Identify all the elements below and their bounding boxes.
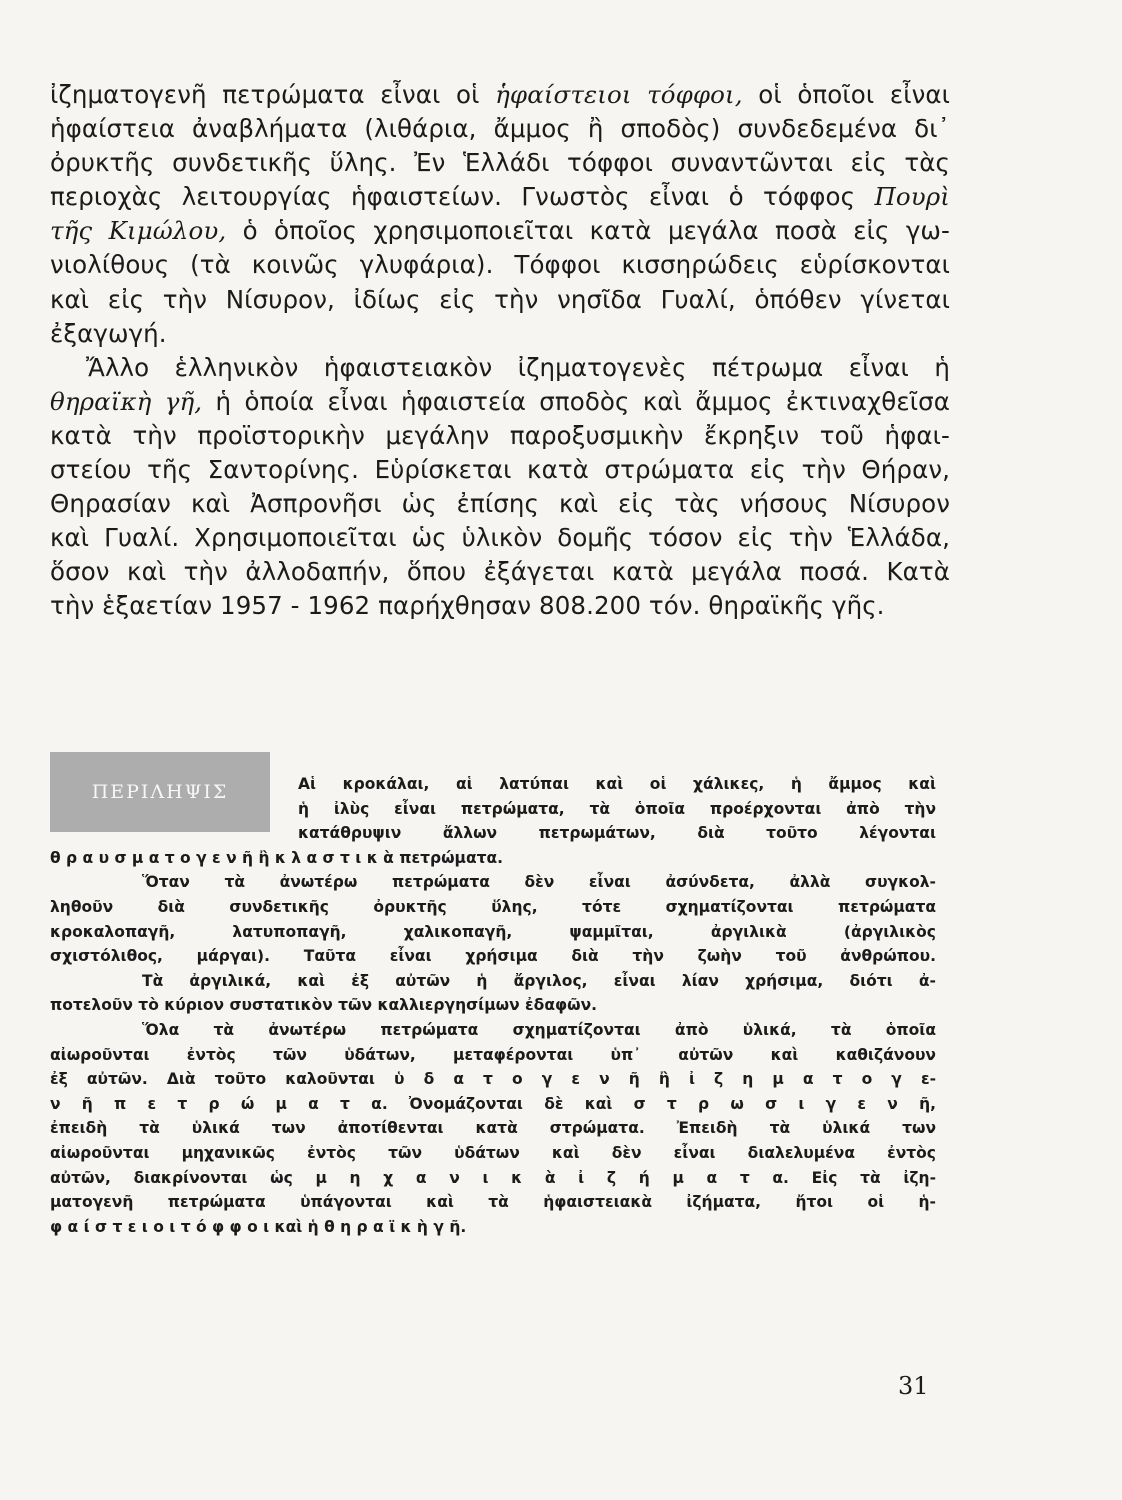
- text-line: καὶ Γυαλί. Χρησιμοποιεῖται ὡς ὑλικὸν δομῆς τόσον εἰς τὴν Ἑλλάδα,: [50, 523, 950, 553]
- summary-line: ἐξ αὐτῶν. Διὰ τοῦτο καλοῦνται ὑ δ α τ ο γ ε ν ῆ ἢ ἰ ζ η μ α τ ο γ ε-: [50, 1070, 936, 1089]
- paragraph-tuffs: [50, 78, 950, 351]
- summary-line: ἡ ἰλὺς εἶναι πετρώματα, τὰ ὁποῖα προέρχονται ἀπὸ τὴν: [298, 799, 936, 818]
- text-line: Ἄλλο ἑλληνικὸν ἡφαιστειακὸν ἰζηματογενὲς πέτρωμα εἶναι ἡ: [86, 352, 950, 382]
- text-line: τὴν ἑξαετίαν 1957 - 1962 παρήχθησαν 808.200 τόν. θηραϊκῆς γῆς.: [50, 591, 885, 621]
- summary-line: ληθοῦν διὰ συνδετικῆς ὀρυκτῆς ὕλης, τότε σχηματίζονται πετρώματα: [50, 897, 936, 916]
- text-line: ἐξαγωγή.: [50, 318, 167, 348]
- page-number: 31: [898, 1372, 929, 1400]
- text-line: περιοχὰς λειτουργίας ἡφαιστείων. Γνωστὸς εἶναι ὁ τόφφος Πουρὶ: [50, 182, 950, 212]
- summary-line: Τὰ ἀργιλικά, καὶ ἐξ αὐτῶν ἡ ἄργιλος, εἶναι λίαν χρήσιμα, διότι ἀ-: [142, 971, 936, 990]
- summary-text: [50, 772, 936, 1239]
- summary-line: ματογενῆ πετρώματα ὑπάγονται καὶ τὰ ἡφαιστειακὰ ἰζήματα, ἤτοι οἱ ἡ-: [50, 1193, 936, 1212]
- text-line: τῆς Κιμώλου, ὁ ὁποῖος χρησιμοποιεῖται κατὰ μεγάλα ποσὰ εἰς γω-: [50, 216, 950, 246]
- text-line: Θηρασίαν καὶ Ἀσπρονῆσι ὡς ἐπίσης καὶ εἰς τὰς νήσους Νίσυρον: [50, 489, 950, 519]
- summary-line: κατάθρυψιν ἄλλων πετρωμάτων, διὰ τοῦτο λέγονται: [298, 824, 936, 843]
- text-line: στείου τῆς Σαντορίνης. Εὑρίσκεται κατὰ στρώματα εἰς τὴν Θήραν,: [50, 455, 950, 485]
- text-line: ὀρυκτῆς συνδετικῆς ὕλης. Ἐν Ἑλλάδι τόφφοι συναντῶνται εἰς τὰς: [50, 148, 950, 178]
- summary-line: σχιστόλιθος, μάργαι). Ταῦτα εἶναι χρήσιμα διὰ τὴν ζωὴν τοῦ ἀνθρώπου.: [50, 947, 936, 966]
- text-line: νιολίθους (τὰ κοινῶς γλυφάρια). Τόφφοι κισσηρώδεις εὑρίσκονται: [50, 250, 950, 280]
- summary-line: ἐπειδὴ τὰ ὑλικά των ἀποτίθενται κατὰ στρώματα. Ἐπειδὴ τὰ ὑλικά των: [50, 1119, 936, 1138]
- summary-line: αὐτῶν, διακρίνονται ὡς μ η χ α ν ι κ ὰ ἰ ζ ή μ α τ α. Εἰς τὰ ἰζη-: [50, 1168, 936, 1187]
- italic-term: θηραϊκὴ γῆ,: [50, 386, 203, 416]
- summary-line: ποτελοῦν τὸ κύριον συστατικὸν τῶν καλλιεργησίμων ἐδαφῶν.: [50, 996, 598, 1015]
- summary-line: ν ῆ π ε τ ρ ώ μ α τ α. Ὀνομάζονται δὲ καὶ σ τ ρ ω σ ι γ ε ν ῆ,: [50, 1094, 936, 1113]
- text-line: κατὰ τὴν προϊστορικὴν μεγάλην παροξυσμικὴν ἔκρηξιν τοῦ ἡφαι-: [50, 420, 950, 450]
- summary-line: Ὅλα τὰ ἀνωτέρω πετρώματα σχηματίζονται ἀπὸ ὑλικά, τὰ ὁποῖα: [142, 1020, 936, 1039]
- text-line: ἰζηματογενῆ πετρώματα εἶναι οἱ ἡφαίστειοι τόφφοι, οἱ ὁποῖοι εἶναι: [50, 80, 951, 109]
- text-line: θηραϊκὴ γῆ, ἡ ὁποία εἶναι ἡφαιστεία σποδὸς καὶ ἄμμος ἐκτιναχθεῖσα: [50, 386, 950, 416]
- summary-line: κροκαλοπαγῆ, λατυποπαγῆ, χαλικοπαγῆ, ψαμμῖται, ἀργιλικὰ (ἀργιλικὸς: [50, 922, 936, 941]
- main-text: [50, 78, 950, 624]
- summary-line: Αἱ κροκάλαι, αἱ λατύπαι καὶ οἱ χάλικες, ἡ ἄμμος καὶ: [298, 775, 936, 793]
- summary-line: αἰωροῦνται ἐντὸς τῶν ὑδάτων, μεταφέρονται ὑπ᾽ αὐτῶν καὶ καθιζάνουν: [50, 1045, 936, 1064]
- text-line: ἡφαίστεια ἀναβλήματα (λιθάρια, ἄμμος ἢ σποδὸς) συνδεδεμένα δι᾽: [50, 114, 950, 144]
- italic-term: Πουρὶ: [874, 182, 950, 212]
- summary-label: ΠΕΡΙΛΗΨΙΣ: [50, 752, 270, 832]
- text-line: καὶ εἰς τὴν Νίσυρον, ἰδίως εἰς τὴν νησῖδα Γυαλί, ὁπόθεν γίνεται: [50, 284, 950, 314]
- summary-line: φ α ί σ τ ε ι ο ι τ ό φ φ ο ι καὶ ἡ θ η ρ α ϊ κ ὴ γ ῆ.: [50, 1217, 467, 1236]
- summary-line: αἰωροῦνται μηχανικῶς ἐντὸς τῶν ὑδάτων καὶ δὲν εἶναι διαλελυμένα ἐντὸς: [50, 1143, 936, 1162]
- italic-term: ἡφαίστειοι τόφφοι,: [495, 80, 743, 109]
- paragraph-thera-earth: [50, 351, 950, 624]
- italic-term: τῆς Κιμώλου,: [50, 216, 227, 246]
- summary-line: Ὅταν τὰ ἀνωτέρω πετρώματα δὲν εἶναι ἀσύνδετα, ἀλλὰ συγκολ-: [142, 873, 936, 892]
- summary-line: θ ρ α υ σ μ α τ ο γ ε ν ῆ ἢ κ λ α σ τ ι κ ὰ πετρώματα.: [50, 848, 504, 867]
- text-line: ὅσον καὶ τὴν ἀλλοδαπήν, ὅπου ἐξάγεται κατὰ μεγάλα ποσά. Κατὰ: [50, 557, 950, 587]
